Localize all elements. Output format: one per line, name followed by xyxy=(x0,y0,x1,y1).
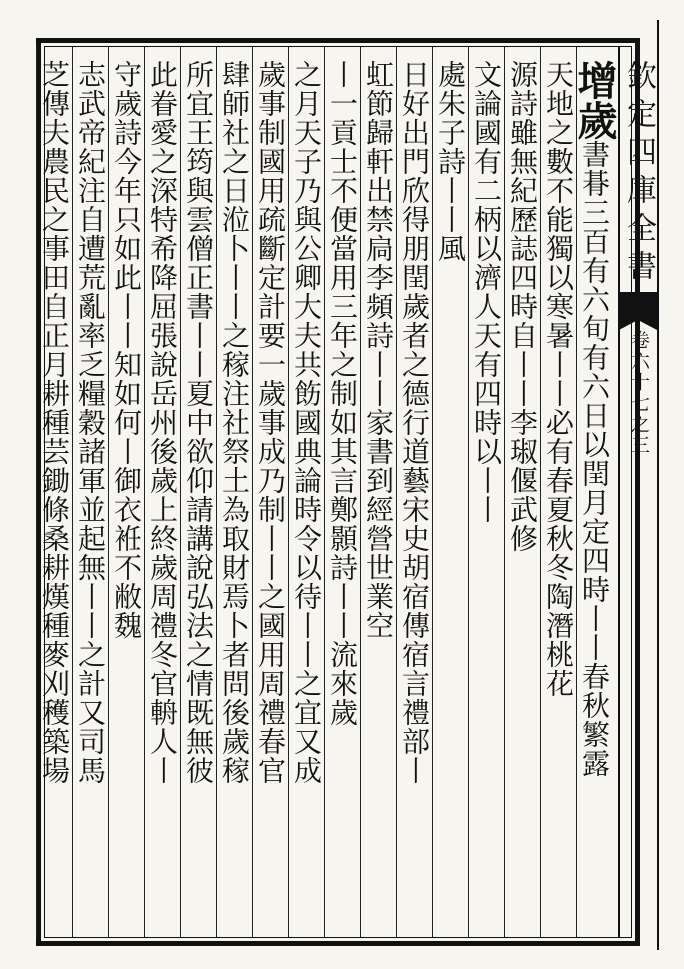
text-column xyxy=(252,60,288,930)
column-text xyxy=(72,60,108,785)
text-column xyxy=(396,60,432,930)
column-body: 文論國有二柄以濟人天有四時以丨丨 xyxy=(470,60,503,524)
text-column xyxy=(72,60,108,930)
column-text xyxy=(144,60,180,785)
column-body: 天地之數不能獨以寒暑丨丨必有春夏秋冬陶潛桃花 xyxy=(542,60,575,698)
column-text xyxy=(571,60,618,778)
column-rule xyxy=(108,46,109,938)
text-column xyxy=(540,60,576,930)
column-text xyxy=(540,60,576,698)
column-rule xyxy=(36,46,37,938)
column-body: 日好出門欣得朋閏歲者之德行道藝宋史胡宿傳宿言禮部丨 xyxy=(398,60,431,785)
column-body: 芝傳夫農民之事田自正月耕種芸鋤條桑耕熯種麥刈穫築場 xyxy=(38,60,71,785)
column-text xyxy=(252,60,288,785)
column-rule xyxy=(72,46,73,938)
page-edge-line xyxy=(657,20,659,950)
column-body: 之月天子乃與公卿大夫共飭國典論時令以待丨丨之宜又成 xyxy=(290,60,323,785)
text-column xyxy=(216,60,252,930)
column-rule xyxy=(252,46,253,938)
column-rule xyxy=(504,46,505,938)
column-rule xyxy=(432,46,433,938)
column-body: 肆師社之日涖卜丨丨之稼注社祭土為取財焉卜者問後歲稼 xyxy=(218,60,251,785)
column-text xyxy=(360,60,396,640)
fishtail-mark xyxy=(619,292,657,320)
column-rule xyxy=(324,46,325,938)
text-column xyxy=(288,60,324,930)
column-body: 歲事制國用疏斷定計要一歲事成乃制丨丨之國用周禮春官 xyxy=(254,60,287,785)
column-text xyxy=(396,60,432,785)
column-body: 處朱子詩丨丨風 xyxy=(434,60,467,263)
column-body: 志武帝紀注自遭荒亂率乏糧穀諸軍並起無丨丨之計又司馬 xyxy=(74,60,107,785)
column-text xyxy=(108,60,144,640)
column-body: 此眷愛之深特希降屈張說岳州後歲上終歲周禮冬官輈人丨 xyxy=(146,60,179,785)
text-column xyxy=(180,60,216,930)
column-text xyxy=(468,60,504,524)
column-rule xyxy=(180,46,181,938)
column-body: 守歲詩今年只如此丨丨知如何丨御衣袵不敝魏 xyxy=(110,60,143,640)
column-text xyxy=(216,60,252,785)
column-body: 所宜王筠與雲僧正書丨丨夏中欲仰請講說弘法之情既無彼 xyxy=(182,60,215,785)
column-rule xyxy=(216,46,217,938)
column-rule xyxy=(540,46,541,938)
text-column xyxy=(144,60,180,930)
column-text xyxy=(288,60,324,785)
margin-volume-strip xyxy=(624,330,654,630)
column-rule xyxy=(360,46,361,938)
column-body: 虹節歸軒出禁扃李頻詩丨丨家書到經營世業空 xyxy=(362,60,395,640)
text-column xyxy=(108,60,144,930)
column-text xyxy=(504,60,540,553)
volume-label: 卷六十七之三 xyxy=(628,330,650,456)
book-title: 欽定四庫全書 xyxy=(621,60,656,288)
text-column xyxy=(504,60,540,930)
column-text xyxy=(36,60,72,785)
column-rule xyxy=(576,46,577,938)
column-body: 書朞三百有六旬有六日以閏月定四時丨丨春秋繁露 xyxy=(578,140,611,778)
text-column xyxy=(468,60,504,930)
text-column xyxy=(324,60,360,930)
text-column xyxy=(36,60,72,930)
column-body: 丨一貢士不便當用三年之制如其言鄭顥詩丨丨流來歲 xyxy=(326,60,359,727)
column-text xyxy=(180,60,216,785)
column-body: 源詩雖無紀歷誌四時自丨丨李琡偃武修 xyxy=(506,60,539,553)
entry-headword: 增歲 xyxy=(571,60,618,140)
column-rule xyxy=(396,46,397,938)
column-text xyxy=(432,60,468,263)
column-rule xyxy=(468,46,469,938)
column-text xyxy=(324,60,360,727)
column-rule xyxy=(288,46,289,938)
column-rule xyxy=(144,46,145,938)
text-column xyxy=(360,60,396,930)
text-column xyxy=(432,60,468,930)
text-column xyxy=(571,60,618,930)
